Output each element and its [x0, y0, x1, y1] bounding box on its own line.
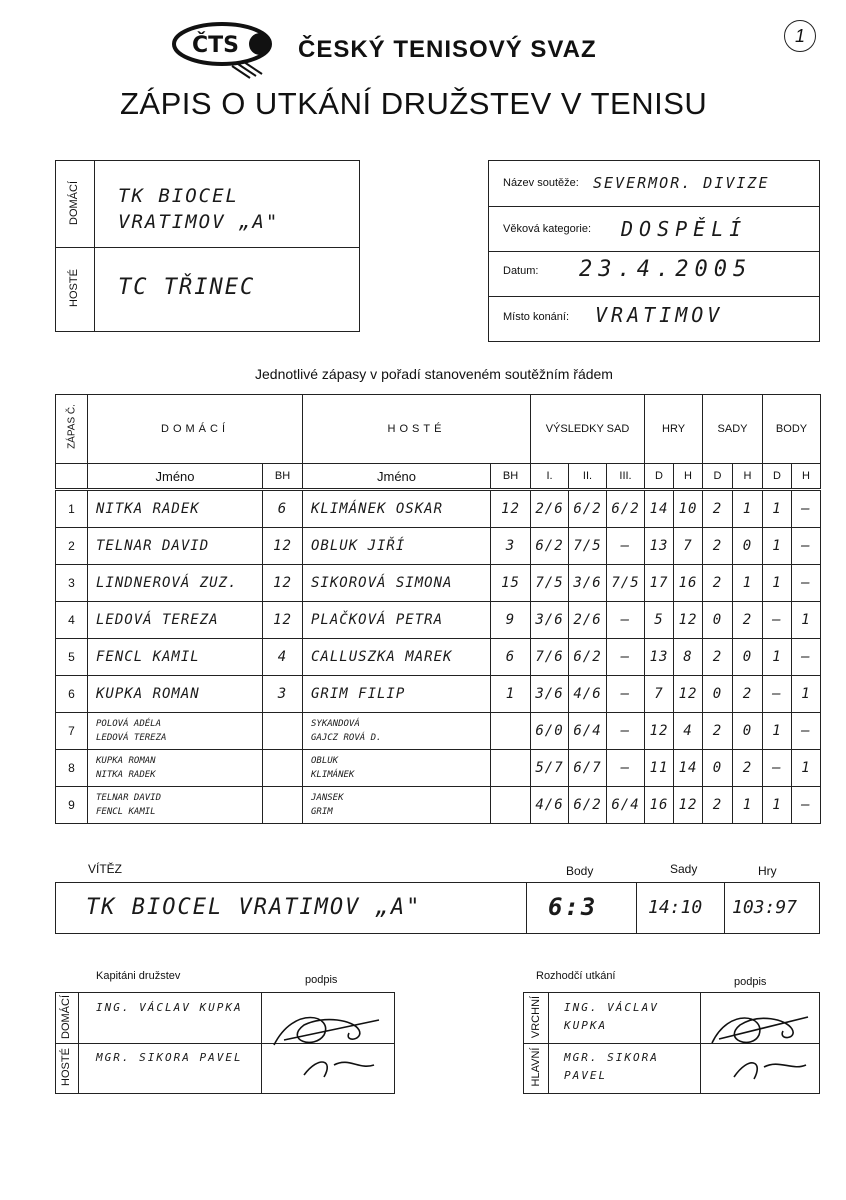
sets-home: 0	[703, 602, 733, 639]
points-home: 1	[763, 528, 792, 565]
set1-score: 5/7	[531, 750, 569, 787]
games-home: 11	[645, 750, 674, 787]
points-home: 1	[763, 787, 792, 824]
set3-score: 6/2	[607, 490, 645, 528]
sets-away: 0	[733, 528, 763, 565]
referees-label: Rozhodčí utkání	[536, 970, 616, 982]
category-label: Věková kategorie:	[503, 223, 592, 235]
games-away: 7	[674, 528, 703, 565]
referees-signatures	[704, 995, 816, 1091]
matches-caption: Jednotlivé zápasy v pořadí stanoveném soutěžním řádem	[255, 366, 613, 382]
games-d-header: D	[645, 464, 674, 490]
table-subheader-row	[56, 464, 821, 490]
away-name-header: Jméno	[303, 464, 491, 490]
set2-score: 6/4	[569, 713, 607, 750]
captains-away-name: MGR. SIKORA PAVEL	[96, 1051, 243, 1064]
set3-score: –	[607, 639, 645, 676]
points-away: –	[792, 565, 821, 602]
set1-score: 4/6	[531, 787, 569, 824]
referees-sign-label: podpis	[734, 976, 767, 988]
home-player: LEDOVÁ TEREZA	[88, 602, 263, 639]
points-away: –	[792, 639, 821, 676]
games-away: 4	[674, 713, 703, 750]
table-row	[56, 528, 821, 565]
games-home: 16	[645, 787, 674, 824]
set3-header: III.	[607, 464, 645, 490]
away-bh: 12	[491, 490, 531, 528]
table-row	[56, 565, 821, 602]
captains-sign-label: podpis	[305, 974, 338, 986]
set3-score: 6/4	[607, 787, 645, 824]
away-player: OBLUK JIŘÍ	[303, 528, 491, 565]
home-player: LINDNEROVÁ ZUZ.	[88, 565, 263, 602]
home-player: POLOVÁ ADÉLA LEDOVÁ TEREZA	[88, 713, 263, 750]
games-home: 5	[645, 602, 674, 639]
set1-score: 6/2	[531, 528, 569, 565]
match-no: 8	[56, 750, 88, 787]
games-away: 12	[674, 676, 703, 713]
venue-value: VRATIMOV	[595, 303, 724, 327]
winner-games: 103:97	[732, 897, 798, 918]
away-bh: 3	[491, 528, 531, 565]
points-header: BODY	[763, 395, 821, 464]
date-label: Datum:	[503, 265, 539, 277]
points-h-header: H	[792, 464, 821, 490]
document-title: ZÁPIS O UTKÁNÍ DRUŽSTEV V TENISU	[120, 86, 708, 121]
sets-h-header: H	[733, 464, 763, 490]
points-away: 1	[792, 676, 821, 713]
home-bh: 12	[263, 602, 303, 639]
points-home: 1	[763, 639, 792, 676]
set1-score: 7/6	[531, 639, 569, 676]
home-player: NITKA RADEK	[88, 490, 263, 528]
home-player: TELNAR DAVID FENCL KAMIL	[88, 787, 263, 824]
sets-home: 2	[703, 490, 733, 528]
captains-home-label: DOMÁCÍ	[60, 995, 72, 1039]
sets-home: 2	[703, 787, 733, 824]
table-row	[56, 713, 821, 750]
points-home: 1	[763, 490, 792, 528]
set2-header: II.	[569, 464, 607, 490]
table-row	[56, 676, 821, 713]
home-bh: 4	[263, 639, 303, 676]
away-player: JANSEK GRIM	[303, 787, 491, 824]
games-home: 7	[645, 676, 674, 713]
home-bh: 12	[263, 565, 303, 602]
captains-signatures	[264, 995, 392, 1091]
home-header: DOMÁCÍ	[88, 395, 303, 464]
table-row	[56, 787, 821, 824]
games-home: 13	[645, 639, 674, 676]
points-home: –	[763, 676, 792, 713]
sets-home: 0	[703, 750, 733, 787]
referee-main-label: HLAVNÍ	[530, 1047, 542, 1087]
set1-score: 7/5	[531, 565, 569, 602]
set1-score: 2/6	[531, 490, 569, 528]
sets-away: 2	[733, 676, 763, 713]
home-bh	[263, 713, 303, 750]
sets-away: 2	[733, 750, 763, 787]
points-away: 1	[792, 750, 821, 787]
sets-home: 2	[703, 639, 733, 676]
home-bh: 6	[263, 490, 303, 528]
matches-table	[55, 394, 821, 824]
referee-chief-label: VRCHNÍ	[530, 995, 542, 1039]
match-no: 3	[56, 565, 88, 602]
home-name-header: Jméno	[88, 464, 263, 490]
home-bh	[263, 787, 303, 824]
away-bh: 9	[491, 602, 531, 639]
games-header: HRY	[645, 395, 703, 464]
category-value: DOSPĚLÍ	[621, 217, 748, 241]
winner-col-3	[724, 883, 725, 933]
set3-score: –	[607, 602, 645, 639]
competition-value: SEVERMOR. DIVIZE	[593, 174, 770, 192]
away-player: PLAČKOVÁ PETRA	[303, 602, 491, 639]
away-bh: 6	[491, 639, 531, 676]
set1-score: 3/6	[531, 602, 569, 639]
sets-header: SADY	[703, 395, 763, 464]
teams-box	[55, 160, 360, 332]
match-no: 6	[56, 676, 88, 713]
winner-points-label: Body	[566, 864, 594, 878]
sets-home: 2	[703, 528, 733, 565]
games-away: 16	[674, 565, 703, 602]
away-team-name: TC TŘINEC	[118, 275, 256, 300]
home-bh: 12	[263, 528, 303, 565]
table-row	[56, 490, 821, 528]
match-rows	[56, 490, 821, 824]
table-row	[56, 602, 821, 639]
away-player: CALLUSZKA MAREK	[303, 639, 491, 676]
captains-away-label: HOSTÉ	[60, 1048, 72, 1086]
away-player: OBLUK KLIMÁNEK	[303, 750, 491, 787]
points-home: 1	[763, 565, 792, 602]
away-bh-header: BH	[491, 464, 531, 490]
set2-score: 6/2	[569, 787, 607, 824]
set3-score: –	[607, 676, 645, 713]
winner-sets-label: Sady	[670, 862, 698, 876]
sets-home: 0	[703, 676, 733, 713]
logo	[170, 18, 280, 88]
table-row	[56, 750, 821, 787]
games-away: 10	[674, 490, 703, 528]
winner-label: VÍTĚZ	[88, 862, 123, 876]
home-team-label: DOMÁCÍ	[68, 181, 80, 225]
winner-col-2	[636, 883, 637, 933]
home-bh-header: BH	[263, 464, 303, 490]
games-away: 8	[674, 639, 703, 676]
set2-score: 6/2	[569, 490, 607, 528]
match-no: 9	[56, 787, 88, 824]
set3-score: 7/5	[607, 565, 645, 602]
set3-score: –	[607, 750, 645, 787]
home-player: KUPKA ROMAN NITKA RADEK	[88, 750, 263, 787]
points-away: 1	[792, 602, 821, 639]
games-home: 12	[645, 713, 674, 750]
games-away: 12	[674, 787, 703, 824]
info-row-1	[489, 206, 819, 207]
match-no: 5	[56, 639, 88, 676]
points-away: –	[792, 787, 821, 824]
away-bh	[491, 713, 531, 750]
venue-label: Místo konání:	[503, 311, 570, 323]
winner-col-1	[526, 883, 527, 933]
away-team-label: HOSTÉ	[68, 269, 80, 307]
games-home: 17	[645, 565, 674, 602]
sets-away: 2	[733, 602, 763, 639]
sets-away: 0	[733, 713, 763, 750]
set1-score: 3/6	[531, 676, 569, 713]
away-player: GRIM FILIP	[303, 676, 491, 713]
games-away: 14	[674, 750, 703, 787]
games-away: 12	[674, 602, 703, 639]
winner-box	[55, 882, 820, 934]
sets-home: 2	[703, 713, 733, 750]
away-bh: 1	[491, 676, 531, 713]
captains-label: Kapitáni družstev	[96, 970, 181, 982]
home-bh	[263, 750, 303, 787]
sets-away: 0	[733, 639, 763, 676]
logo-text: ČTS	[192, 33, 239, 58]
winner-points: 6:3	[548, 893, 598, 921]
sets-away: 1	[733, 787, 763, 824]
match-no: 1	[56, 490, 88, 528]
away-header: HOSTÉ	[303, 395, 531, 464]
points-away: –	[792, 528, 821, 565]
date-value: 23.4.2005	[579, 257, 753, 282]
teams-divider	[56, 247, 359, 248]
set2-score: 7/5	[569, 528, 607, 565]
info-box	[488, 160, 820, 342]
set3-score: –	[607, 713, 645, 750]
winner-team: TK BIOCEL VRATIMOV „A"	[86, 895, 422, 920]
federation-name: ČESKÝ TENISOVÝ SVAZ	[298, 36, 597, 63]
away-bh: 15	[491, 565, 531, 602]
away-bh	[491, 787, 531, 824]
points-d-header: D	[763, 464, 792, 490]
sets-away: 1	[733, 490, 763, 528]
points-home: 1	[763, 713, 792, 750]
table-row	[56, 639, 821, 676]
set2-score: 4/6	[569, 676, 607, 713]
logo-emblem-icon	[170, 18, 280, 88]
home-player: TELNAR DAVID	[88, 528, 263, 565]
home-team-name: TK BIOCEL VRATIMOV „A"	[118, 185, 280, 233]
captains-box	[55, 992, 395, 1094]
games-home: 13	[645, 528, 674, 565]
set2-score: 6/2	[569, 639, 607, 676]
points-home: –	[763, 602, 792, 639]
referee-main-name: MGR. SIKORA PAVEL	[564, 1051, 659, 1082]
match-no: 7	[56, 713, 88, 750]
results-header: VÝSLEDKY SAD	[531, 395, 645, 464]
match-no: 4	[56, 602, 88, 639]
games-h-header: H	[674, 464, 703, 490]
subheader-blank	[56, 464, 88, 490]
table-header-row	[56, 395, 821, 464]
points-away: –	[792, 490, 821, 528]
competition-label: Název soutěže:	[503, 177, 579, 189]
away-player: KLIMÁNEK OSKAR	[303, 490, 491, 528]
match-no: 2	[56, 528, 88, 565]
away-player: SIKOROVÁ SIMONA	[303, 565, 491, 602]
home-player: KUPKA ROMAN	[88, 676, 263, 713]
away-bh	[491, 750, 531, 787]
games-home: 14	[645, 490, 674, 528]
referees-box	[523, 992, 820, 1094]
home-bh: 3	[263, 676, 303, 713]
sets-away: 1	[733, 565, 763, 602]
captains-home-name: ING. VÁCLAV KUPKA	[96, 1001, 243, 1014]
winner-games-label: Hry	[758, 864, 777, 878]
points-away: –	[792, 713, 821, 750]
set2-score: 2/6	[569, 602, 607, 639]
set1-header: I.	[531, 464, 569, 490]
set3-score: –	[607, 528, 645, 565]
winner-sets: 14:10	[648, 897, 703, 918]
home-player: FENCL KAMIL	[88, 639, 263, 676]
set2-score: 6/7	[569, 750, 607, 787]
info-row-3	[489, 296, 819, 297]
info-row-2	[489, 251, 819, 252]
set1-score: 6/0	[531, 713, 569, 750]
sets-home: 2	[703, 565, 733, 602]
set2-score: 3/6	[569, 565, 607, 602]
away-player: SYKANDOVÁ GAJCZ ROVÁ D.	[303, 713, 491, 750]
match-no-header: ZÁPAS Č.	[56, 395, 88, 464]
referee-chief-name: ING. VÁCLAV KUPKA	[564, 1001, 659, 1032]
points-home: –	[763, 750, 792, 787]
page-mark	[784, 20, 816, 52]
page-mark-number: 1	[794, 26, 805, 46]
sets-d-header: D	[703, 464, 733, 490]
